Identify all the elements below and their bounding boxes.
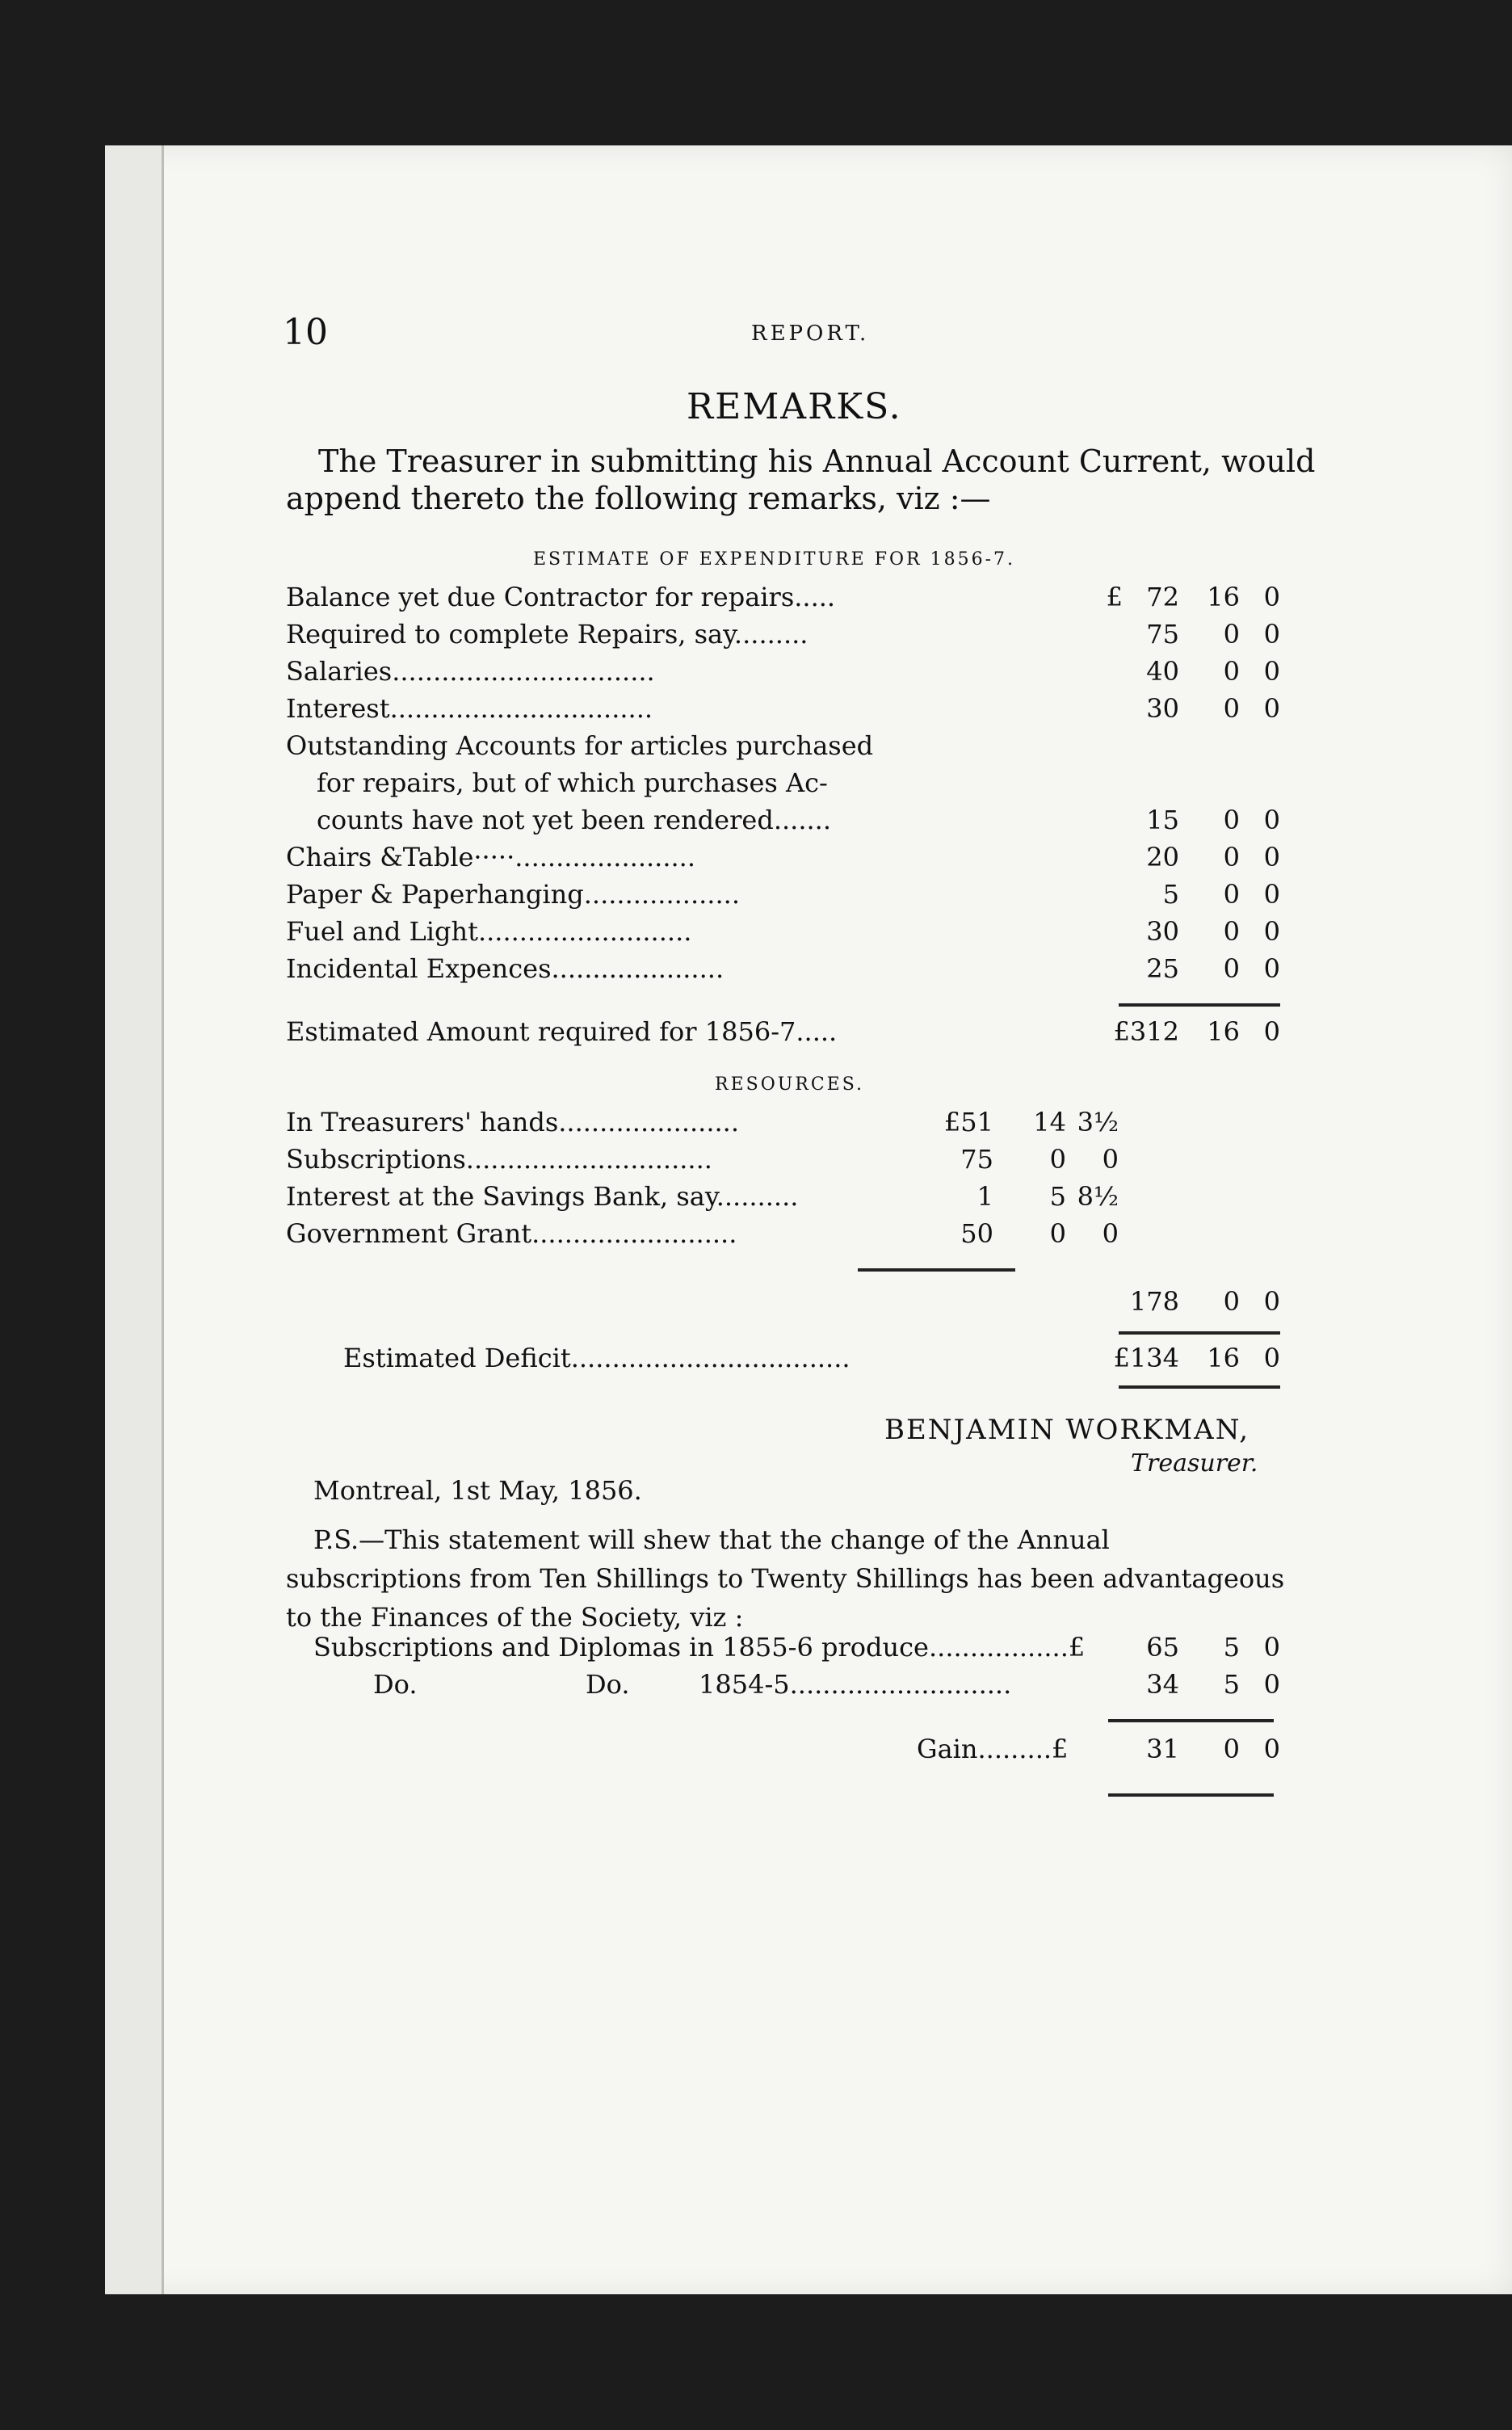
resource-row-pence: 8½	[1077, 1181, 1119, 1212]
ps-row-1854-label: 1854-5...........................	[699, 1669, 1012, 1700]
resource-row-label: Government Grant.........................	[286, 1218, 737, 1249]
resource-row-pounds: 1	[976, 1181, 993, 1212]
estimate-row-pence: 0	[1263, 693, 1280, 724]
resources-heading: RESOURCES.	[715, 1074, 865, 1095]
ps-row-1855-pence: 0	[1263, 1632, 1280, 1663]
estimate-row-label: Incidental Expences.....................	[286, 953, 724, 984]
estimate-row	[105, 916, 1512, 953]
estimate-row	[105, 582, 1512, 619]
document-page	[105, 145, 1512, 2294]
resource-row-label: In Treasurers' hands......................	[286, 1107, 740, 1137]
estimate-row-currency: £	[1106, 582, 1123, 612]
estimate-row-pence: 0	[1263, 619, 1280, 650]
resources-total-shillings: 0	[1223, 1286, 1240, 1317]
resource-row-label: Interest at the Savings Bank, say..........	[286, 1181, 799, 1212]
ps-row-1854-shillings: 5	[1223, 1669, 1240, 1700]
estimate-row-label: Chairs &Table·····......................	[286, 842, 696, 872]
resources-total-pounds: 178	[1129, 1286, 1179, 1317]
page-number: 10	[283, 312, 328, 353]
resource-row-pence: 0	[1102, 1218, 1119, 1249]
ps-row-1854-pence: 0	[1263, 1669, 1280, 1700]
treasurer-title: Treasurer.	[1131, 1449, 1258, 1478]
estimate-row-pounds: 30	[1146, 916, 1179, 947]
resource-row-pounds: £51	[943, 1107, 993, 1137]
ps-row-1854-pounds: 34	[1146, 1669, 1179, 1700]
gain-label: Gain.........£	[917, 1734, 1069, 1764]
resource-row-pence: 3½	[1077, 1107, 1119, 1137]
estimate-row	[105, 656, 1512, 693]
ps-row-1855-label: Subscriptions and Diplomas in 1855-6 produce.................£	[313, 1632, 1086, 1663]
resource-row-shillings: 0	[1049, 1218, 1066, 1249]
estimate-row-pounds: 72	[1146, 582, 1179, 612]
estimate-row-shillings: 0	[1223, 842, 1240, 872]
estimate-row-label: counts have not yet been rendered.......	[317, 805, 832, 835]
section-title: REMARKS.	[687, 386, 902, 427]
resource-row-pence: 0	[1102, 1144, 1119, 1175]
running-title: REPORT.	[751, 322, 870, 346]
gain-pounds: 31	[1146, 1734, 1179, 1764]
resource-row-shillings: 0	[1049, 1144, 1066, 1175]
estimate-row-pounds: 15	[1146, 805, 1179, 835]
estimate-row-label: Interest................................	[286, 693, 653, 724]
estimate-row	[105, 805, 1512, 842]
estimate-row-pounds: 20	[1146, 842, 1179, 872]
estimate-row-shillings: 0	[1223, 953, 1240, 984]
estimate-row-shillings: 0	[1223, 879, 1240, 910]
deficit-label: Estimated Deficit..................................	[343, 1343, 850, 1373]
resource-row	[105, 1107, 1512, 1144]
intro-paragraph: The Treasurer in submitting his Annual Account Current, would append thereto the following remarks, viz :—	[286, 444, 1316, 516]
estimate-row-pounds: 5	[1162, 879, 1179, 910]
resources-total-row	[105, 1286, 1512, 1323]
estimate-row-label: for repairs, but of which purchases Ac-	[317, 767, 828, 798]
ps-row-1855	[105, 1632, 1512, 1669]
dateline: Montreal, 1st May, 1856.	[313, 1475, 642, 1506]
deficit-row	[105, 1343, 1512, 1380]
estimate-row-shillings: 0	[1223, 619, 1240, 650]
estimate-row-label: Salaries................................	[286, 656, 655, 687]
resource-row-label: Subscriptions..............................	[286, 1144, 712, 1175]
gain-pence: 0	[1263, 1734, 1280, 1764]
deficit-pence: 0	[1263, 1343, 1280, 1373]
resource-row	[105, 1218, 1512, 1255]
estimate-row	[105, 693, 1512, 730]
treasurer-name: BENJAMIN WORKMAN,	[884, 1414, 1250, 1446]
estimate-total-pence: 0	[1263, 1016, 1280, 1047]
estimate-total-rule	[1119, 1003, 1280, 1007]
gain-top-rule	[1108, 1719, 1274, 1722]
estimate-row-pence: 0	[1263, 916, 1280, 947]
estimate-row-pence: 0	[1263, 805, 1280, 835]
estimate-heading: ESTIMATE OF EXPENDITURE FOR 1856-7.	[533, 549, 1015, 570]
resources-total-rule	[858, 1268, 1015, 1272]
estimate-row-pounds: 75	[1146, 619, 1179, 650]
ps-row-1855-pounds: 65	[1146, 1632, 1179, 1663]
estimate-row-shillings: 0	[1223, 805, 1240, 835]
ps-row-1854-do-2: Do.	[586, 1669, 630, 1700]
estimate-row-label: Required to complete Repairs, say.........	[286, 619, 808, 650]
estimate-row-pence: 0	[1263, 656, 1280, 687]
deficit-bottom-rule	[1119, 1385, 1280, 1389]
gain-bottom-rule	[1108, 1793, 1274, 1797]
resource-row-shillings: 5	[1049, 1181, 1066, 1212]
estimate-row	[105, 953, 1512, 990]
estimate-row-label: Fuel and Light..........................	[286, 916, 692, 947]
estimate-row-pence: 0	[1263, 582, 1280, 612]
deficit-top-rule	[1119, 1331, 1280, 1335]
resource-row-pounds: 75	[960, 1144, 993, 1175]
ps-row-1854-do-1: Do.	[373, 1669, 418, 1700]
estimate-total-shillings: 16	[1207, 1016, 1240, 1047]
estimate-total-pounds: £312	[1113, 1016, 1179, 1047]
estimate-row	[105, 879, 1512, 916]
resource-row-pounds: 50	[960, 1218, 993, 1249]
resource-row-shillings: 14	[1033, 1107, 1066, 1137]
estimate-total-label: Estimated Amount required for 1856-7.....	[286, 1016, 838, 1047]
resource-row	[105, 1181, 1512, 1218]
estimate-row-label: Paper & Paperhanging...................	[286, 879, 740, 910]
estimate-row-label: Outstanding Accounts for articles purchased	[286, 730, 874, 761]
estimate-row-pence: 0	[1263, 842, 1280, 872]
ps-row-1854	[105, 1669, 1512, 1706]
estimate-row-label: Balance yet due Contractor for repairs.....	[286, 582, 836, 612]
estimate-row-pence: 0	[1263, 879, 1280, 910]
estimate-row	[105, 730, 1512, 767]
estimate-row-shillings: 0	[1223, 656, 1240, 687]
gain-row	[105, 1734, 1512, 1771]
resources-total-pence: 0	[1263, 1286, 1280, 1317]
resource-row	[105, 1144, 1512, 1181]
deficit-shillings: 16	[1207, 1343, 1240, 1373]
estimate-row-shillings: 0	[1223, 916, 1240, 947]
estimate-row	[105, 619, 1512, 656]
deficit-pounds: £134	[1113, 1343, 1179, 1373]
estimate-row-pounds: 40	[1146, 656, 1179, 687]
ps-row-1855-shillings: 5	[1223, 1632, 1240, 1663]
estimate-row-shillings: 0	[1223, 693, 1240, 724]
postscript-paragraph: P.S.—This statement will shew that the change of the Annual subscriptions from Ten Shillings to Twenty Shillings has been advantageous to the Finances of the Society, viz :	[286, 1524, 1285, 1633]
estimate-row-shillings: 16	[1207, 582, 1240, 612]
estimate-row-pounds: 30	[1146, 693, 1179, 724]
estimate-row	[105, 842, 1512, 879]
estimate-row	[105, 767, 1512, 805]
estimate-row-pounds: 25	[1146, 953, 1179, 984]
estimate-total-row	[105, 1016, 1512, 1053]
estimate-row-pence: 0	[1263, 953, 1280, 984]
gain-shillings: 0	[1223, 1734, 1240, 1764]
